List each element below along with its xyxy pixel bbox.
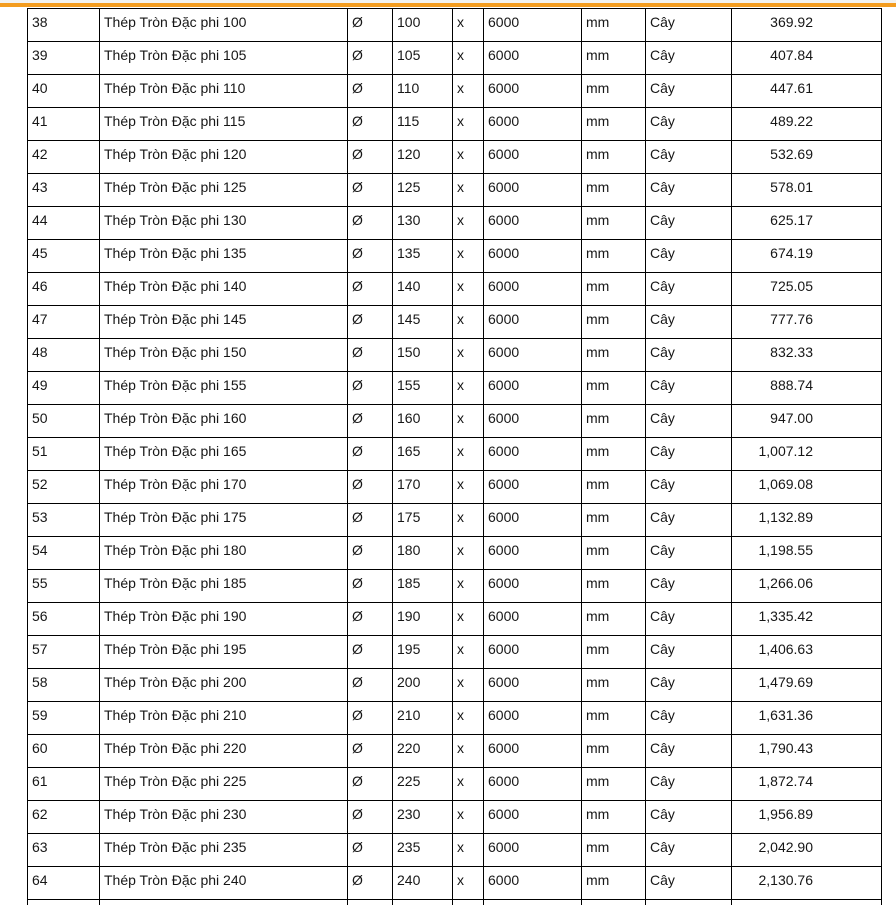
cell-product-name: Thép Tròn Đặc phi 195 (100, 636, 348, 669)
cell-sale-unit: Cây (646, 339, 732, 372)
cell-multiply-sign: x (453, 306, 484, 339)
cell-weight: 447.61 (732, 75, 882, 108)
cell-sale-unit: Cây (646, 669, 732, 702)
cell-sale-unit: Cây (646, 768, 732, 801)
cell-multiply-sign: x (453, 471, 484, 504)
cell-length-unit: mm (582, 768, 646, 801)
cell-length-unit: mm (582, 240, 646, 273)
table-row (28, 867, 882, 900)
cell-empty (732, 900, 882, 905)
cell-length: 6000 (484, 339, 582, 372)
cell-row-number: 55 (28, 570, 100, 603)
cell-length-unit: mm (582, 834, 646, 867)
cell-row-number: 61 (28, 768, 100, 801)
cell-diameter: 125 (393, 174, 453, 207)
cell-product-name: Thép Tròn Đặc phi 150 (100, 339, 348, 372)
cell-multiply-sign: x (453, 9, 484, 42)
steel-price-table-body (28, 9, 882, 905)
cell-product-name: Thép Tròn Đặc phi 165 (100, 438, 348, 471)
cell-weight: 625.17 (732, 207, 882, 240)
cell-length-unit: mm (582, 735, 646, 768)
cell-diameter: 130 (393, 207, 453, 240)
cell-sale-unit: Cây (646, 240, 732, 273)
cell-sale-unit: Cây (646, 75, 732, 108)
cell-diameter-symbol: Ø (348, 603, 393, 636)
cell-sale-unit: Cây (646, 603, 732, 636)
cell-multiply-sign: x (453, 504, 484, 537)
table-row (28, 735, 882, 768)
cell-diameter-symbol: Ø (348, 438, 393, 471)
cell-multiply-sign: x (453, 75, 484, 108)
cell-row-number: 53 (28, 504, 100, 537)
cell-diameter-symbol: Ø (348, 141, 393, 174)
cell-length-unit: mm (582, 471, 646, 504)
table-row-partial (28, 900, 882, 905)
cell-weight: 2,042.90 (732, 834, 882, 867)
table-row (28, 537, 882, 570)
cell-empty (582, 900, 646, 905)
cell-weight: 578.01 (732, 174, 882, 207)
cell-length-unit: mm (582, 174, 646, 207)
cell-product-name: Thép Tròn Đặc phi 120 (100, 141, 348, 174)
cell-weight: 1,631.36 (732, 702, 882, 735)
cell-product-name: Thép Tròn Đặc phi 135 (100, 240, 348, 273)
cell-product-name: Thép Tròn Đặc phi 240 (100, 867, 348, 900)
cell-sale-unit: Cây (646, 207, 732, 240)
cell-weight: 777.76 (732, 306, 882, 339)
cell-product-name: Thép Tròn Đặc phi 155 (100, 372, 348, 405)
cell-product-name: Thép Tròn Đặc phi 235 (100, 834, 348, 867)
cell-sale-unit: Cây (646, 273, 732, 306)
cell-row-number: 48 (28, 339, 100, 372)
cell-diameter-symbol: Ø (348, 669, 393, 702)
cell-length: 6000 (484, 372, 582, 405)
cell-multiply-sign: x (453, 801, 484, 834)
table-row (28, 471, 882, 504)
cell-weight: 1,198.55 (732, 537, 882, 570)
cell-sale-unit: Cây (646, 372, 732, 405)
cell-length-unit: mm (582, 141, 646, 174)
cell-diameter: 200 (393, 669, 453, 702)
cell-row-number: 51 (28, 438, 100, 471)
cell-multiply-sign: x (453, 768, 484, 801)
cell-weight: 1,069.08 (732, 471, 882, 504)
cell-weight: 489.22 (732, 108, 882, 141)
cell-product-name: Thép Tròn Đặc phi 170 (100, 471, 348, 504)
cell-diameter-symbol: Ø (348, 9, 393, 42)
steel-price-table-container (27, 8, 881, 905)
cell-diameter-symbol: Ø (348, 372, 393, 405)
cell-diameter: 155 (393, 372, 453, 405)
cell-product-name: Thép Tròn Đặc phi 140 (100, 273, 348, 306)
cell-length-unit: mm (582, 537, 646, 570)
cell-diameter: 240 (393, 867, 453, 900)
cell-length-unit: mm (582, 42, 646, 75)
table-row (28, 801, 882, 834)
cell-product-name: Thép Tròn Đặc phi 230 (100, 801, 348, 834)
cell-sale-unit: Cây (646, 834, 732, 867)
cell-diameter-symbol: Ø (348, 834, 393, 867)
cell-weight: 725.05 (732, 273, 882, 306)
cell-sale-unit: Cây (646, 570, 732, 603)
cell-product-name: Thép Tròn Đặc phi 220 (100, 735, 348, 768)
cell-product-name: Thép Tròn Đặc phi 185 (100, 570, 348, 603)
cell-weight: 1,406.63 (732, 636, 882, 669)
cell-diameter: 175 (393, 504, 453, 537)
table-row (28, 273, 882, 306)
cell-row-number: 52 (28, 471, 100, 504)
cell-diameter: 120 (393, 141, 453, 174)
cell-diameter: 105 (393, 42, 453, 75)
cell-length: 6000 (484, 9, 582, 42)
cell-multiply-sign: x (453, 702, 484, 735)
cell-product-name: Thép Tròn Đặc phi 130 (100, 207, 348, 240)
table-row (28, 174, 882, 207)
cell-row-number: 46 (28, 273, 100, 306)
cell-weight: 832.33 (732, 339, 882, 372)
cell-weight: 1,335.42 (732, 603, 882, 636)
steel-price-table (27, 8, 882, 905)
cell-weight: 1,132.89 (732, 504, 882, 537)
cell-multiply-sign: x (453, 141, 484, 174)
cell-diameter-symbol: Ø (348, 471, 393, 504)
table-row (28, 438, 882, 471)
cell-diameter: 135 (393, 240, 453, 273)
cell-row-number: 45 (28, 240, 100, 273)
table-row (28, 669, 882, 702)
cell-row-number: 50 (28, 405, 100, 438)
cell-diameter: 190 (393, 603, 453, 636)
cell-length-unit: mm (582, 372, 646, 405)
cell-length-unit: mm (582, 636, 646, 669)
cell-diameter: 145 (393, 306, 453, 339)
cell-product-name: Thép Tròn Đặc phi 180 (100, 537, 348, 570)
cell-multiply-sign: x (453, 834, 484, 867)
cell-sale-unit: Cây (646, 108, 732, 141)
cell-length-unit: mm (582, 570, 646, 603)
cell-row-number: 40 (28, 75, 100, 108)
cell-weight: 2,130.76 (732, 867, 882, 900)
cell-empty (348, 900, 393, 905)
cell-product-name: Thép Tròn Đặc phi 105 (100, 42, 348, 75)
cell-weight: 407.84 (732, 42, 882, 75)
cell-diameter: 110 (393, 75, 453, 108)
cell-length-unit: mm (582, 339, 646, 372)
cell-sale-unit: Cây (646, 537, 732, 570)
cell-row-number: 43 (28, 174, 100, 207)
cell-row-number: 63 (28, 834, 100, 867)
cell-sale-unit: Cây (646, 801, 732, 834)
cell-diameter: 115 (393, 108, 453, 141)
table-row (28, 636, 882, 669)
cell-length-unit: mm (582, 603, 646, 636)
cell-diameter: 150 (393, 339, 453, 372)
table-row (28, 405, 882, 438)
cell-diameter: 140 (393, 273, 453, 306)
cell-multiply-sign: x (453, 207, 484, 240)
cell-row-number: 47 (28, 306, 100, 339)
cell-row-number: 60 (28, 735, 100, 768)
cell-diameter-symbol: Ø (348, 537, 393, 570)
cell-multiply-sign: x (453, 570, 484, 603)
table-row (28, 141, 882, 174)
cell-multiply-sign: x (453, 42, 484, 75)
cell-length-unit: mm (582, 108, 646, 141)
table-row (28, 570, 882, 603)
cell-diameter-symbol: Ø (348, 273, 393, 306)
cell-diameter-symbol: Ø (348, 504, 393, 537)
cell-sale-unit: Cây (646, 867, 732, 900)
cell-length-unit: mm (582, 867, 646, 900)
cell-diameter: 100 (393, 9, 453, 42)
table-row (28, 240, 882, 273)
table-row (28, 339, 882, 372)
cell-diameter-symbol: Ø (348, 174, 393, 207)
cell-sale-unit: Cây (646, 174, 732, 207)
table-row (28, 108, 882, 141)
cell-multiply-sign: x (453, 537, 484, 570)
table-row (28, 75, 882, 108)
cell-multiply-sign: x (453, 273, 484, 306)
cell-empty (484, 900, 582, 905)
cell-length: 6000 (484, 306, 582, 339)
cell-length: 6000 (484, 108, 582, 141)
table-row (28, 603, 882, 636)
cell-length: 6000 (484, 42, 582, 75)
cell-sale-unit: Cây (646, 636, 732, 669)
cell-length: 6000 (484, 240, 582, 273)
cell-length: 6000 (484, 603, 582, 636)
cell-sale-unit: Cây (646, 42, 732, 75)
cell-sale-unit: Cây (646, 735, 732, 768)
cell-diameter-symbol: Ø (348, 240, 393, 273)
cell-weight: 1,790.43 (732, 735, 882, 768)
cell-multiply-sign: x (453, 636, 484, 669)
cell-weight: 1,479.69 (732, 669, 882, 702)
cell-diameter: 165 (393, 438, 453, 471)
cell-diameter-symbol: Ø (348, 405, 393, 438)
cell-length-unit: mm (582, 306, 646, 339)
cell-length-unit: mm (582, 438, 646, 471)
cell-row-number: 57 (28, 636, 100, 669)
cell-length: 6000 (484, 570, 582, 603)
cell-row-number: 42 (28, 141, 100, 174)
cell-product-name: Thép Tròn Đặc phi 110 (100, 75, 348, 108)
table-row (28, 42, 882, 75)
cell-length: 6000 (484, 636, 582, 669)
cell-diameter: 170 (393, 471, 453, 504)
cell-diameter: 220 (393, 735, 453, 768)
cell-length-unit: mm (582, 405, 646, 438)
cell-row-number: 39 (28, 42, 100, 75)
cell-length-unit: mm (582, 669, 646, 702)
cell-sale-unit: Cây (646, 471, 732, 504)
cell-diameter-symbol: Ø (348, 108, 393, 141)
cell-weight: 947.00 (732, 405, 882, 438)
cell-product-name: Thép Tròn Đặc phi 125 (100, 174, 348, 207)
cell-sale-unit: Cây (646, 405, 732, 438)
cell-multiply-sign: x (453, 339, 484, 372)
cell-product-name: Thép Tròn Đặc phi 225 (100, 768, 348, 801)
cell-length: 6000 (484, 702, 582, 735)
cell-multiply-sign: x (453, 174, 484, 207)
cell-weight: 1,007.12 (732, 438, 882, 471)
cell-length-unit: mm (582, 75, 646, 108)
cell-multiply-sign: x (453, 867, 484, 900)
cell-multiply-sign: x (453, 438, 484, 471)
cell-length: 6000 (484, 273, 582, 306)
cell-diameter: 235 (393, 834, 453, 867)
cell-empty (453, 900, 484, 905)
cell-row-number: 49 (28, 372, 100, 405)
cell-multiply-sign: x (453, 603, 484, 636)
cell-diameter-symbol: Ø (348, 702, 393, 735)
cell-length-unit: mm (582, 504, 646, 537)
table-row (28, 504, 882, 537)
cell-multiply-sign: x (453, 108, 484, 141)
cell-diameter-symbol: Ø (348, 306, 393, 339)
table-row (28, 9, 882, 42)
cell-product-name: Thép Tròn Đặc phi 200 (100, 669, 348, 702)
cell-sale-unit: Cây (646, 504, 732, 537)
cell-row-number: 62 (28, 801, 100, 834)
cell-row-number: 54 (28, 537, 100, 570)
cell-diameter-symbol: Ø (348, 339, 393, 372)
cell-weight: 532.69 (732, 141, 882, 174)
cell-row-number: 38 (28, 9, 100, 42)
cell-product-name: Thép Tròn Đặc phi 190 (100, 603, 348, 636)
cell-diameter-symbol: Ø (348, 570, 393, 603)
cell-length-unit: mm (582, 801, 646, 834)
cell-empty (100, 900, 348, 905)
cell-diameter: 210 (393, 702, 453, 735)
cell-weight: 674.19 (732, 240, 882, 273)
cell-diameter-symbol: Ø (348, 768, 393, 801)
cell-length: 6000 (484, 174, 582, 207)
cell-diameter-symbol: Ø (348, 867, 393, 900)
cell-diameter: 230 (393, 801, 453, 834)
cell-product-name: Thép Tròn Đặc phi 160 (100, 405, 348, 438)
cell-length: 6000 (484, 438, 582, 471)
cell-multiply-sign: x (453, 372, 484, 405)
cell-diameter-symbol: Ø (348, 636, 393, 669)
table-row (28, 372, 882, 405)
cell-length: 6000 (484, 504, 582, 537)
cell-multiply-sign: x (453, 735, 484, 768)
cell-multiply-sign: x (453, 405, 484, 438)
cell-length: 6000 (484, 867, 582, 900)
cell-product-name: Thép Tròn Đặc phi 210 (100, 702, 348, 735)
cell-row-number: 64 (28, 867, 100, 900)
cell-length-unit: mm (582, 273, 646, 306)
cell-sale-unit: Cây (646, 141, 732, 174)
cell-sale-unit: Cây (646, 438, 732, 471)
cell-length: 6000 (484, 471, 582, 504)
cell-length: 6000 (484, 75, 582, 108)
cell-diameter-symbol: Ø (348, 207, 393, 240)
cell-length: 6000 (484, 405, 582, 438)
cell-diameter: 185 (393, 570, 453, 603)
cell-length-unit: mm (582, 702, 646, 735)
table-row (28, 306, 882, 339)
cell-weight: 1,266.06 (732, 570, 882, 603)
cell-length-unit: mm (582, 9, 646, 42)
cell-length-unit: mm (582, 207, 646, 240)
cell-length: 6000 (484, 768, 582, 801)
table-row (28, 702, 882, 735)
cell-length: 6000 (484, 735, 582, 768)
table-row (28, 768, 882, 801)
cell-weight: 1,872.74 (732, 768, 882, 801)
cell-row-number: 59 (28, 702, 100, 735)
cell-weight: 1,956.89 (732, 801, 882, 834)
cell-empty (393, 900, 453, 905)
cell-length: 6000 (484, 834, 582, 867)
cell-diameter-symbol: Ø (348, 735, 393, 768)
cell-diameter: 195 (393, 636, 453, 669)
top-accent-bar (0, 3, 896, 7)
cell-row-number: 56 (28, 603, 100, 636)
cell-row-number: 44 (28, 207, 100, 240)
cell-diameter-symbol: Ø (348, 801, 393, 834)
cell-diameter: 160 (393, 405, 453, 438)
cell-length: 6000 (484, 801, 582, 834)
cell-row-number: 41 (28, 108, 100, 141)
cell-product-name: Thép Tròn Đặc phi 100 (100, 9, 348, 42)
cell-weight: 888.74 (732, 372, 882, 405)
cell-product-name: Thép Tròn Đặc phi 115 (100, 108, 348, 141)
cell-multiply-sign: x (453, 669, 484, 702)
cell-sale-unit: Cây (646, 9, 732, 42)
cell-diameter: 180 (393, 537, 453, 570)
cell-sale-unit: Cây (646, 702, 732, 735)
cell-length: 6000 (484, 141, 582, 174)
cell-diameter-symbol: Ø (348, 75, 393, 108)
cell-diameter: 225 (393, 768, 453, 801)
cell-product-name: Thép Tròn Đặc phi 145 (100, 306, 348, 339)
cell-empty (28, 900, 100, 905)
cell-diameter-symbol: Ø (348, 42, 393, 75)
cell-row-number: 58 (28, 669, 100, 702)
cell-product-name: Thép Tròn Đặc phi 175 (100, 504, 348, 537)
table-row (28, 207, 882, 240)
cell-sale-unit: Cây (646, 306, 732, 339)
cell-empty (646, 900, 732, 905)
cell-length: 6000 (484, 669, 582, 702)
cell-length: 6000 (484, 207, 582, 240)
cell-length: 6000 (484, 537, 582, 570)
cell-weight: 369.92 (732, 9, 882, 42)
cell-multiply-sign: x (453, 240, 484, 273)
table-row (28, 834, 882, 867)
